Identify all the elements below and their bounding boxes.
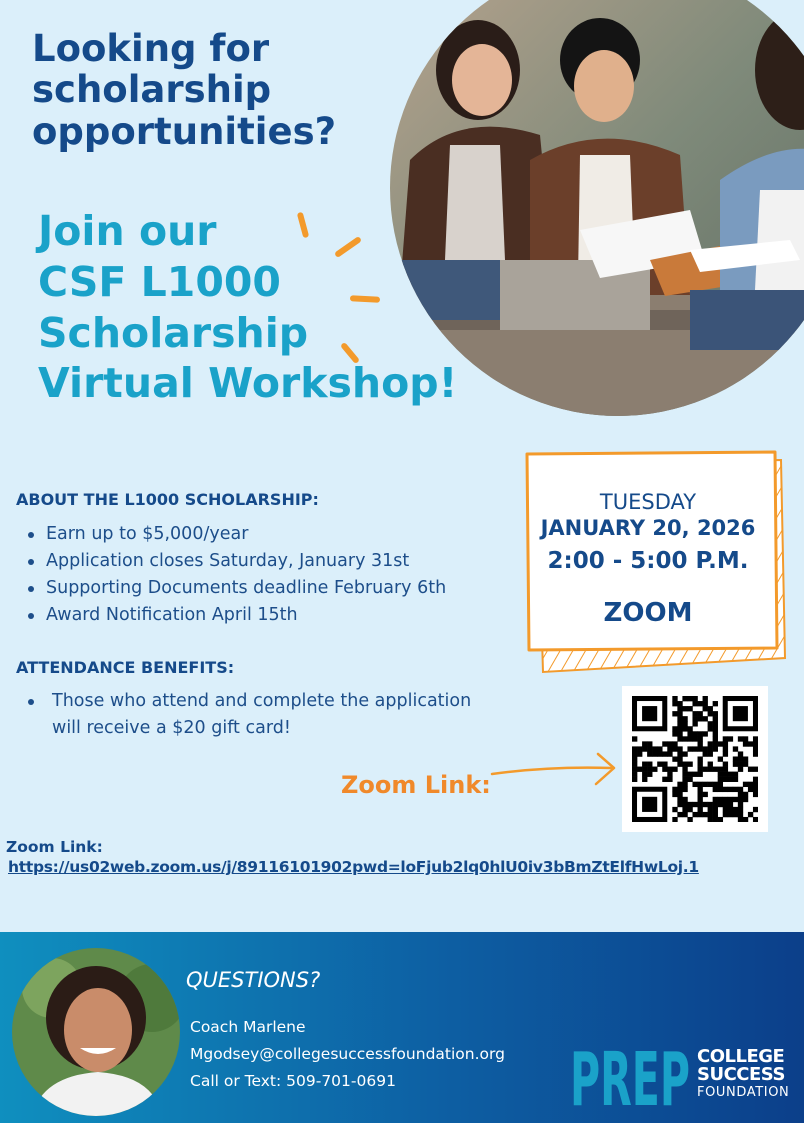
- about-list: [24, 521, 446, 629]
- zoom-qr-label: Zoom Link:: [341, 771, 491, 799]
- questions-title: QUESTIONS?: [186, 968, 321, 992]
- arrow-right-icon: [490, 748, 620, 790]
- event-details-box: [523, 450, 787, 674]
- event-date: JANUARY 20, 2026: [540, 516, 756, 540]
- logo-line: FOUNDATION: [697, 1085, 790, 1100]
- list-item: Application closes Saturday, January 31st: [24, 548, 446, 575]
- zoom-link[interactable]: https://us02web.zoom.us/j/89116101902pwd=loFjub2lq0hlU0iv3bBmZtElfHwLoj.1: [8, 858, 699, 876]
- headline: [32, 28, 392, 152]
- benefits-section-title: ATTENDANCE BENEFITS:: [16, 658, 235, 677]
- event-location: ZOOM: [603, 598, 693, 628]
- prep-logo-icon: [570, 1043, 690, 1109]
- zoom-qr-code[interactable]: [622, 686, 768, 832]
- logo-line: COLLEGE: [697, 1046, 785, 1067]
- qr-code-icon: [632, 696, 758, 822]
- zoom-link-label: Zoom Link:: [6, 838, 103, 856]
- headline-line: Looking for: [32, 27, 270, 70]
- workshop-title-line: CSF L1000: [38, 257, 281, 306]
- workshop-title-line: Scholarship: [38, 308, 309, 357]
- headline-line: opportunities?: [32, 109, 337, 153]
- workshop-title-line: Join our: [38, 207, 217, 255]
- csf-logo-text: [697, 1048, 789, 1099]
- contact-phone[interactable]: Call or Text: 509-701-0691: [190, 1072, 396, 1090]
- event-time: 2:00 - 5:00 P.M.: [547, 548, 749, 574]
- list-item: Award Notification April 15th: [24, 602, 446, 629]
- list-item: Earn up to $5,000/year: [24, 521, 446, 548]
- coach-avatar: [12, 948, 180, 1116]
- list-item: Those who attend and complete the application will receive a $20 gift card!: [24, 688, 494, 742]
- prep-logo-mark: PREP: [570, 1043, 690, 1109]
- headline-line: scholarship: [32, 68, 272, 112]
- contact-name: Coach Marlene: [190, 1018, 306, 1036]
- logo-line: SUCCESS: [697, 1064, 785, 1085]
- benefits-list: [24, 688, 494, 742]
- workshop-title-line: Virtual Workshop!: [38, 359, 458, 408]
- contact-email[interactable]: Mgodsey@collegesuccessfoundation.org: [190, 1045, 505, 1063]
- about-section-title: ABOUT THE L1000 SCHOLARSHIP:: [16, 490, 319, 509]
- list-item: Supporting Documents deadline February 6th: [24, 575, 446, 602]
- event-day: TUESDAY: [599, 490, 697, 514]
